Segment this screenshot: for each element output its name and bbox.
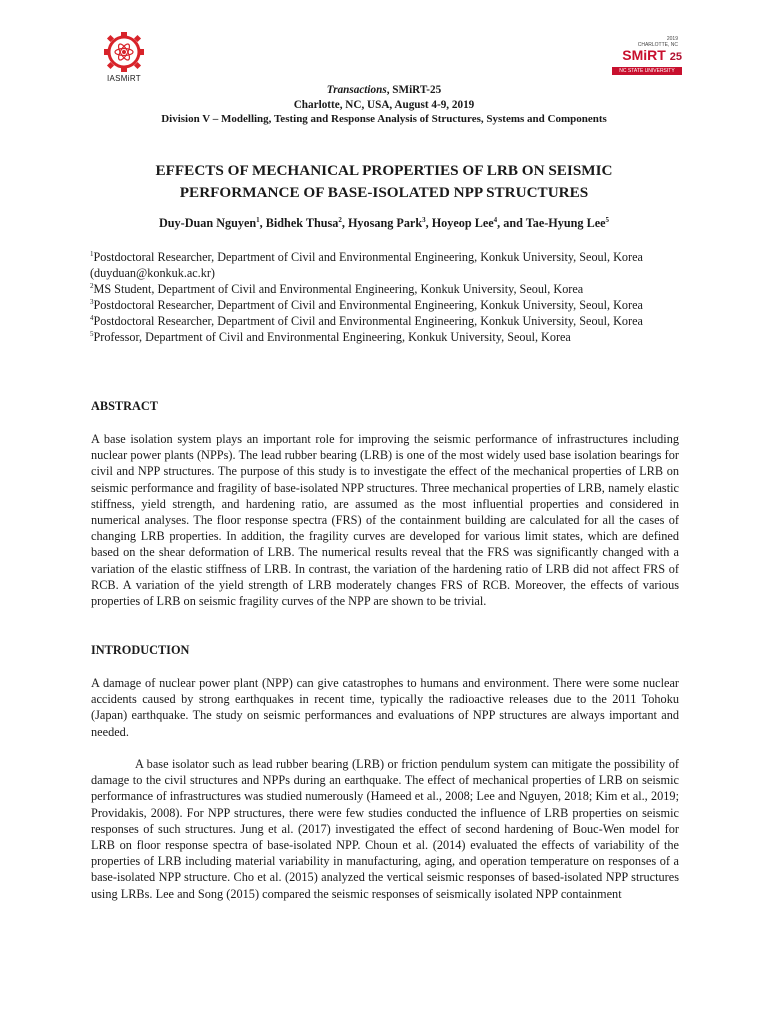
smirt-logo-location: CHARLOTTE, NC xyxy=(637,42,678,48)
introduction-paragraph: A damage of nuclear power plant (NPP) can give catastrophes to humans and environment. There were some nuclear accidents caused by strong earthquakes in recent time, typically the radioactive releases due to the 2011 Tohoku (Japan) earthquake. The study on seismic performances and evaluations of NPP structures are always important and needed. xyxy=(91,676,679,739)
affiliation-item: $^2$MS Student, Department of Civil and Environmental Engineering, Konkuk University, Seoul, Korea xyxy=(90,282,584,297)
author-name: Hoyeop Lee xyxy=(431,216,494,230)
paper-title-line: EFFECTS OF MECHANICAL PROPERTIES OF LRB ON SEISMIC xyxy=(155,162,613,179)
paper-title-line: PERFORMANCE OF BASE-ISOLATED NPP STRUCTURES xyxy=(179,184,589,201)
author-sup: 5 xyxy=(605,215,610,224)
abstract-heading: ABSTRACT xyxy=(91,399,158,413)
iasmirt-emblem-icon xyxy=(102,30,146,74)
author-sup: 3 xyxy=(422,215,426,224)
division-line: Division V – Modelling, Testing and Response Analysis of Structures, Systems and Components xyxy=(161,113,607,125)
affiliation-item: $^4$Postdoctoral Researcher, Department of Civil and Environmental Engineering, Konkuk University, Seoul, Korea xyxy=(90,314,643,329)
affiliation-list xyxy=(90,249,690,346)
smirt-logo-name: SMiRT 25 xyxy=(622,47,682,63)
introduction-heading: INTRODUCTION xyxy=(91,643,190,657)
iasmirt-logo-label: IASMiRT xyxy=(107,74,141,83)
smirt-logo-university: NC STATE UNIVERSITY xyxy=(612,67,682,75)
author-name: Duy-Duan Nguyen xyxy=(158,216,257,230)
author-sup: 2 xyxy=(338,215,342,224)
author-name: Bidhek Thusa xyxy=(265,216,339,230)
affiliation-item: $^5$Professor, Department of Civil and Environmental Engineering, Konkuk University, Seoul, Korea xyxy=(90,330,571,345)
introduction-paragraph: A base isolator such as lead rubber bearing (LRB) or friction pendulum system can mitigate the possibility of damage to the civil structures and NPPs during an earthquake. The effect of mechanical properties of LRB on seismic performance of infrastructures was studied numerously (Hameed et al., 2008; Lee and Nguyen, 2018; Kim et al., 2019; Providakis, 2008). For NPP structures, there were few studies conducted the influence of LRB properties on seismic responses of such structures. Jung et al. (2017) investigated the effect of second hardening of Bouc-Wen model for LRB on floor response spectra of base-isolated NPP. Choun et al. (2014) evaluated the effects of variability of the properties of LRB including material variability in manufacturing, aging, and operation temperature on responses of a base-isolated NPP structure. Cho et al. (2015) analyzed the vertical seismic responses of based-isolated NPP structures using LRBs. Lee and Song (2015) compared the seismic responses of seismically isolated NPP containment xyxy=(91,757,679,901)
affiliation-item: $^1$Postdoctoral Researcher, Department of Civil and Environmental Engineering, Konkuk University, Seoul, Korea (duyduan@konkuk.ac.kr) xyxy=(90,249,643,281)
iasmirt-logo xyxy=(96,30,152,83)
transactions-line: Transactions, SMiRT-25 xyxy=(326,84,442,96)
author-name: Tae-Hyung Lee xyxy=(525,216,606,230)
author-sup: 4 xyxy=(493,215,498,224)
conference-location-date: Charlotte, NC, USA, August 4-9, 2019 xyxy=(293,99,475,111)
affiliation-item: $^3$Postdoctoral Researcher, Department of Civil and Environmental Engineering, Konkuk University, Seoul, Korea xyxy=(90,298,643,313)
smirt-logo-year: 2019 xyxy=(666,36,678,42)
author-name: Hyosang Park xyxy=(347,216,423,230)
author-sup: 1 xyxy=(256,215,260,224)
smirt25-logo xyxy=(612,36,682,75)
abstract-text: A base isolation system plays an important role for improving the seismic performance of infrastructures including nuclear power plants (NPPs). The lead rubber bearing (LRB) is one of the most widely used base isolation bearings for civil and NPP structures. The purpose of this study is to investigate the effect of the mechanical properties of LRB on seismic performance and fragility of base-isolated NPP structures. Three mechanical properties of LRB, namely elastic stiffness, yield strength, and hardening ratio, are assumed as the most influential properties and considered in numerical analyses. The floor response spectra (FRS) of the containment building are calculated for all the cases of changing LRB properties. In addition, the fragility curves are developed for various limit states, which are defined based on the shear deformation of LRB. The numerical results reveal that the FRS was significantly changed with a variation of the elastic stiffness of LRB. In contrast, the variation of the hardening ratio of LRB did not affect FRS of RCB. A variation of the yield strength of LRB moderately changes FRS of RCB. Moreover, the effects of various properties of LRB on seismic fragility curves of the NPP are shown to be trivial. xyxy=(91,432,679,609)
author-list: Duy-Duan Nguyen$^1$, Bidhek Thusa$^2$, Hyosang Park$^3$, Hoyeop Lee$^4$, and Tae-Hyung Lee$^5$ xyxy=(158,215,610,230)
paper-title xyxy=(60,160,708,204)
